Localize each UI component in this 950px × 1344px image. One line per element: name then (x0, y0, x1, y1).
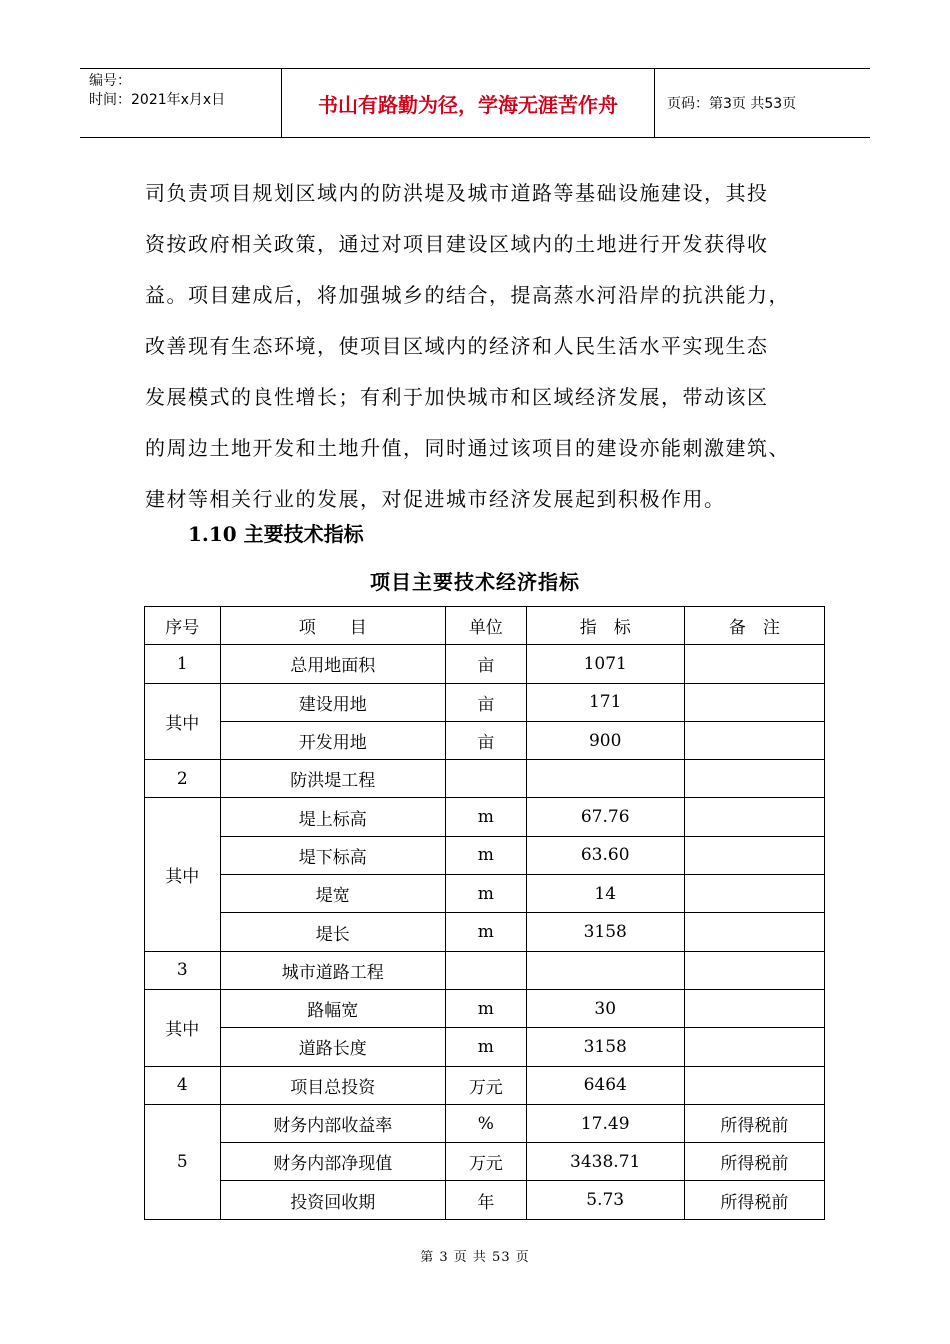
table-row (145, 1066, 825, 1104)
header-value: 指 标 (526, 607, 684, 645)
cell-value: 3438.71 (526, 1143, 684, 1181)
cell-unit: 万元 (446, 1143, 526, 1181)
cell-note (684, 1028, 824, 1066)
cell-seq: 5 (145, 1104, 221, 1219)
cell-item: 防洪堤工程 (220, 760, 446, 798)
cell-unit: m (446, 875, 526, 913)
cell-note (684, 760, 824, 798)
cell-note: 所得税前 (684, 1104, 824, 1142)
header-meta (80, 69, 282, 137)
body-line: 建材等相关行业的发展，对促进城市经济发展起到积极作用。 (145, 487, 726, 511)
header-item: 项 目 (220, 607, 446, 645)
cell-unit: 万元 (446, 1066, 526, 1104)
table-row (145, 1028, 825, 1066)
cell-note (684, 951, 824, 989)
table-row (145, 760, 825, 798)
table-row (145, 1143, 825, 1181)
header-unit: 单位 (446, 607, 526, 645)
cell-value: 17.49 (526, 1104, 684, 1142)
cell-value: 1071 (526, 645, 684, 683)
header-date: 时间：2021年x月x日 (89, 92, 226, 108)
table-row (145, 721, 825, 759)
cell-item: 开发用地 (220, 721, 446, 759)
table-row (145, 836, 825, 874)
cell-unit: m (446, 836, 526, 874)
cell-seq: 其中 (145, 683, 221, 760)
cell-note: 所得税前 (684, 1181, 824, 1219)
body-line: 的周边土地开发和土地升值，同时通过该项目的建设亦能刺激建筑、 (145, 436, 790, 460)
section-heading: 1.10 主要技术指标 (188, 522, 364, 546)
cell-item: 建设用地 (220, 683, 446, 721)
cell-item: 堤长 (220, 913, 446, 951)
cell-value: 30 (526, 989, 684, 1027)
cell-seq: 4 (145, 1066, 221, 1104)
page-footer: 第 3 页 共 53 页 (420, 1250, 530, 1265)
cell-unit: 亩 (446, 721, 526, 759)
indicators-table (144, 606, 825, 1220)
body-line: 司负责项目规划区域内的防洪堤及城市道路等基础设施建设，其投 (145, 181, 769, 205)
cell-seq: 2 (145, 760, 221, 798)
cell-value: 67.76 (526, 798, 684, 836)
cell-unit: 亩 (446, 645, 526, 683)
table-row (145, 798, 825, 836)
cell-item: 财务内部收益率 (220, 1104, 446, 1142)
header-note: 备 注 (684, 607, 824, 645)
cell-value (526, 760, 684, 798)
cell-note (684, 683, 824, 721)
cell-note (684, 645, 824, 683)
cell-unit (446, 760, 526, 798)
cell-value: 171 (526, 683, 684, 721)
cell-value: 6464 (526, 1066, 684, 1104)
page-header (80, 68, 870, 138)
table-row (145, 1104, 825, 1142)
table-row (145, 645, 825, 683)
cell-seq: 1 (145, 645, 221, 683)
cell-item: 城市道路工程 (220, 951, 446, 989)
body-line: 益。项目建成后，将加强城乡的结合，提高蒸水河沿岸的抗洪能力， (145, 283, 790, 307)
cell-note: 所得税前 (684, 1143, 824, 1181)
table-row (145, 951, 825, 989)
cell-seq: 其中 (145, 989, 221, 1066)
cell-note (684, 1066, 824, 1104)
cell-unit: m (446, 1028, 526, 1066)
header-motto: 书山有路勤为径，学海无涯苦作舟 (282, 69, 655, 137)
cell-unit: 年 (446, 1181, 526, 1219)
cell-item: 堤下标高 (220, 836, 446, 874)
cell-item: 路幅宽 (220, 989, 446, 1027)
cell-item: 投资回收期 (220, 1181, 446, 1219)
cell-value: 900 (526, 721, 684, 759)
body-line: 改善现有生态环境，使项目区域内的经济和人民生活水平实现生态 (145, 334, 769, 358)
cell-value: 63.60 (526, 836, 684, 874)
table-row (145, 875, 825, 913)
table-header-row (145, 607, 825, 645)
cell-note (684, 836, 824, 874)
cell-note (684, 913, 824, 951)
cell-value (526, 951, 684, 989)
cell-unit: % (446, 1104, 526, 1142)
cell-item: 堤宽 (220, 875, 446, 913)
cell-note (684, 989, 824, 1027)
cell-item: 项目总投资 (220, 1066, 446, 1104)
header-page-info: 页码：第3页 共53页 (667, 96, 797, 112)
cell-unit: m (446, 913, 526, 951)
cell-unit: m (446, 798, 526, 836)
cell-seq: 其中 (145, 798, 221, 951)
cell-unit: 亩 (446, 683, 526, 721)
cell-value: 14 (526, 875, 684, 913)
cell-unit: m (446, 989, 526, 1027)
cell-item: 总用地面积 (220, 645, 446, 683)
cell-item: 道路长度 (220, 1028, 446, 1066)
header-seq: 序号 (145, 607, 221, 645)
body-paragraph (145, 168, 825, 525)
cell-note (684, 875, 824, 913)
cell-note (684, 721, 824, 759)
cell-unit (446, 951, 526, 989)
cell-value: 3158 (526, 913, 684, 951)
cell-seq: 3 (145, 951, 221, 989)
body-line: 资按政府相关政策，通过对项目建设区域内的土地进行开发获得收 (145, 232, 769, 256)
table-row (145, 683, 825, 721)
table-row (145, 1181, 825, 1219)
table-title: 项目主要技术经济指标 (370, 570, 580, 594)
table-row (145, 913, 825, 951)
cell-note (684, 798, 824, 836)
body-line: 发展模式的良性增长；有利于加快城市和区域经济发展，带动该区 (145, 385, 769, 409)
cell-item: 财务内部净现值 (220, 1143, 446, 1181)
table-row (145, 989, 825, 1027)
cell-value: 3158 (526, 1028, 684, 1066)
cell-item: 堤上标高 (220, 798, 446, 836)
cell-value: 5.73 (526, 1181, 684, 1219)
header-number: 编号： (89, 73, 131, 89)
